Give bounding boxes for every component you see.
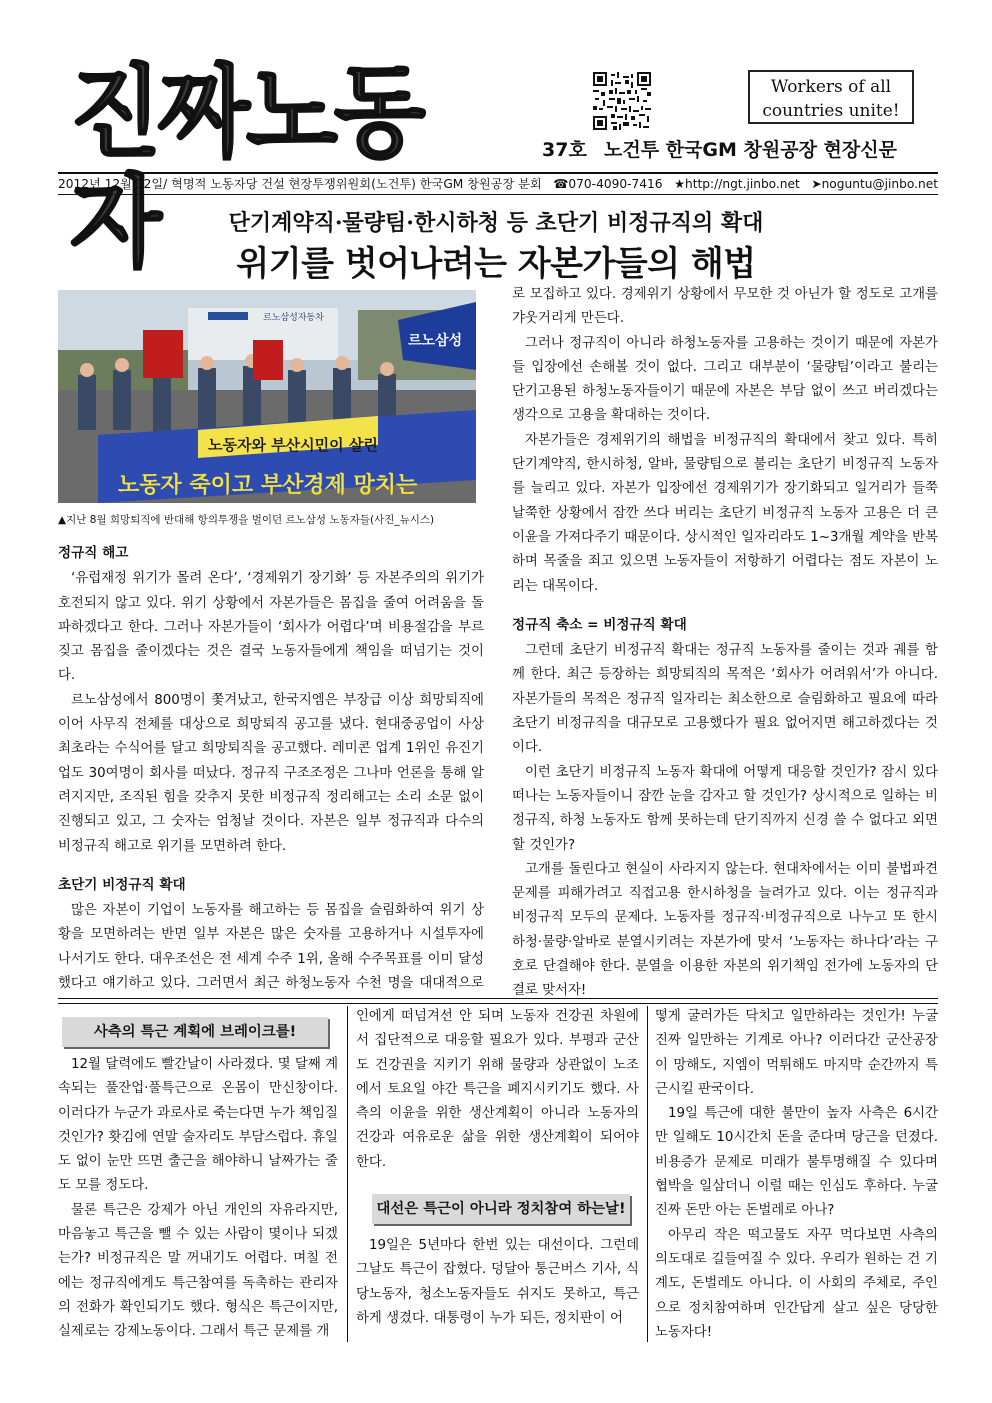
section-1-paragraph-1: ‘유럽재정 위기가 몰려 온다’, ‘경제위기 장기화’ 등 자본주의의 위기가 호전되지 않고 있다. 위기 상황에서 자본가들은 몸집을 줄여 어려움을 돌파하겠다고 한다. 그러나 자본가들이 ‘회사가 어렵다’며 비용절감을 부르짖고 몸집을 줄이겠다는 것은 결국 노동자들에게 책임을 떠넘기는 것이다. — [58, 571, 484, 684]
bottom-3-paragraph-1: 떻게 굴러가든 닥치고 일만하라는 것인가! 누굴 진짜 일만하는 기계로 아나? 이러다간 군산공장이 망해도, 지엠이 먹튀해도 마지막 순간까지 특근시킬 판국이다. — [655, 1009, 938, 1097]
article-column-1 — [58, 535, 484, 996]
article-headline: 위기를 벗어나려는 자본가들의 해법 — [236, 244, 756, 284]
box-title-election: 대선은 특근이 아니라 정치참여 하는날! — [372, 1194, 630, 1224]
slogan-box — [748, 70, 914, 124]
masthead-rule — [58, 172, 938, 174]
photo-banner-flag: 르노삼성 — [408, 333, 463, 349]
section-title-1: 정규직 해고 — [58, 545, 129, 561]
section-2-paragraph-2: 그러나 정규직이 아니라 하청노동자를 고용하는 것이기 때문에 자본가들 입장에선 손해볼 것이 없다. 그리고 대부분이 ‘물량팀’이라고 불리는 단기고용된 하청노동자들이기 때문에 자본은 부담 없이 쓰고 버리겠다는 생각으로 고용을 확대하는 것이다. — [512, 335, 938, 424]
section-title-2: 초단기 비정규직 확대 — [58, 876, 186, 893]
bottom-column-1 — [58, 1053, 338, 1345]
section-2-paragraph-3: 자본가들은 경제위기의 해법을 비정규직의 확대에서 찾고 있다. 특히 단기계약직, 한시하청, 알바, 물량팀으로 불리는 초단기 비정규직 노동자를 늘리고 있다. 자본가 입장에선 경제위기가 장기화되고 일거리가 들쭉날쭉한 상황에서 잠깐 쓰다 버리는 초단기 비정규직 노동자 고용은 더 큰 이윤을 가져다주기 때문이다. 상시적인 일자리라도 1~3개월 계약을 반복하며 목줄을 죄고 있으면 노동자들이 저항하기 어렵다는 점도 자본이 노리는 대목이다. — [512, 432, 938, 594]
info-web-link[interactable]: ★http://ngt.jinbo.net — [674, 177, 800, 191]
slogan-line-2: countries unite! — [762, 101, 900, 121]
photo-banner-company: 르노삼성자동차 — [263, 313, 324, 323]
article-subhead: 단기계약직·물량팀·한시하청 등 초단기 비정규직의 확대 — [228, 210, 764, 236]
issue-number: 37호 — [542, 139, 587, 161]
bottom-column-2b — [356, 1234, 639, 1331]
bottom-column-2 — [356, 1005, 639, 1175]
section-1-paragraph-2: 르노삼성에서 800명이 쫓겨났고, 한국지엠은 부장급 이상 희망퇴직에 이어 사무직 전체를 대상으로 희망퇴직 공고를 냈다. 현대중공업이 사상 최초라는 수식어를 달고 희망퇴직을 공고했다. 레미콘 업계 1위인 유진기업도 30여명이 회사를 떠났다. 정규직 구조조정은 그나마 언론을 통해 알려지지만, 조직된 힘을 갖추지 못한 비정규직 정리해고는 소리 소문 없이 진행되고 있고, 그 숫자는 엄청날 것이다. 자본은 일부 정규직과 다수의 비정규직 해고로 위기를 모면하려 한다. — [58, 692, 484, 854]
section-3-paragraph-2: 이런 초단기 비정규직 노동자 확대에 어떻게 대응할 것인가? 잠시 있다 떠나는 노동자들이니 잠깐 눈을 감자고 할 것인가? 상시적으로 일하는 비정규직, 하청 노동자도 함께 못하는데 단기직까지 신경 쓸 수 없다고 외면할 것인가? — [512, 764, 938, 853]
paper-name: 노건투 한국GM 창원공장 현장신문 — [604, 139, 897, 161]
column-divider-1 — [347, 1006, 348, 1342]
photo-banner-line1: 노동자와 부산시민이 살린 — [208, 436, 378, 454]
photo-banner-line2: 노동자 죽이고 부산경제 망치는 — [118, 473, 418, 498]
section-divider — [58, 998, 938, 1004]
protest-photo — [58, 290, 476, 503]
newspaper-title-text: 진짜노동자 — [70, 54, 422, 281]
bottom-column-3 — [655, 1005, 938, 1345]
bottom-2-paragraph-1: 인에게 떠넘겨선 안 되며 노동자 건강권 차원에서 집단적으로 대응할 필요가 있다. 부평과 군산도 건강권을 지키기 위해 물량과 상관없이 노조에서 토요일 야간 특근을 폐지시키기도 했다. 사측의 이윤을 위한 생산계획이 아니라 노동자의 건강과 여유로운 삶을 위한 생산계획이 되어야 한다. — [356, 1009, 639, 1170]
section-2-paragraph-1: 많은 자본이 기업이 노동자를 해고하는 등 몸집을 슬림화하여 위기 상황을 모면하려는 반면 일부 자본은 많은 숫자를 고용하거나 시설투자에 나서기도 한다. 대우조선은 전 세계 수주 1위, 올해 수주목표를 이미 달성했다고 얘기하고 있다. 그러면서 최근 하청노동자 수천 명을 대대적으로 — [58, 903, 484, 992]
info-date-org: 2012년 12월 12일/ 혁명적 노동자당 건설 현장투쟁위원회(노건투) 한국GM 창원공장 분회 — [58, 177, 542, 191]
slogan-line-1: Workers of all — [770, 77, 892, 97]
bottom-2-paragraph-2: 19일은 5년마다 한번 있는 대선이다. 그런데 그날도 특근이 잡혔다. 덩달아 통근버스 기사, 식당노동자, 청소노동자들도 쉬지도 못하고, 특근하게 생겼다. 대통령이 누가 되든, 정치판이 어 — [356, 1238, 639, 1326]
column-divider-2 — [647, 1006, 648, 1342]
section-2-paragraph-1-cont: 로 모집하고 있다. 경제위기 상황에서 무모한 것 아닌가 할 정도로 고개를 갸웃거리게 만든다. — [512, 287, 938, 327]
bottom-3-paragraph-3: 아무리 작은 떡고물도 자꾸 먹다보면 사측의 의도대로 길들여질 수 있다. 우리가 원하는 건 기계도, 돈벌레도 아니다. 이 사회의 주체로, 주인으로 정치참여하며 인간답게 살고 싶은 당당한 노동자다! — [655, 1227, 938, 1340]
section-3-paragraph-3: 고개를 돌린다고 현실이 사라지지 않는다. 현대차에서는 이미 불법파견 문제를 피해가려고 직접고용 한시하청을 늘려가고 있다. 이는 정규직과 비정규직 모두의 문제다. 노동자를 정규직·비정규직으로 나누고 또 한시하청·물량·알바로 분열시키려는 자본가에 맞서 ‘노동자는 하나다’라는 구호로 단결해야 한다. 분열을 이용한 자본의 위기책임 전가에 노동자의 단결로 맞서자! — [512, 861, 938, 999]
info-email-link[interactable]: ➤noguntu@jinbo.net — [811, 177, 938, 191]
info-bar-rule — [58, 194, 938, 195]
qr-code-icon — [593, 72, 651, 130]
photo-caption: ▲지난 8월 희망퇴직에 반대해 항의투쟁을 벌이던 르노삼성 노동자들(사진_뉴시스) — [58, 514, 435, 526]
section-title-3: 정규직 축소 = 비정규직 확대 — [512, 616, 687, 633]
bottom-1-paragraph-2: 물론 특근은 강제가 아닌 개인의 자유라지만, 마음놓고 특근을 뺄 수 있는 사람이 몇이나 되겠는가? 비정규직은 말 꺼내기도 어렵다. 며칠 전에는 정규직에게도 특근참여를 독촉하는 관리자의 전화가 확인되기도 했다. 형식은 특근이지만, 실제로는 강제노동이다. 그래서 특근 문제를 개 — [58, 1202, 338, 1340]
bottom-1-paragraph-1: 12월 달력에도 빨간날이 사라졌다. 몇 달째 계속되는 풀잔업·풀특근으로 온몸이 만신창이다. 이러다가 누군가 과로사로 죽는다면 누가 책임질 것인가? 홧김에 연말 술자리도 부담스럽다. 휴일도 없이 눈만 뜨면 출근을 해야하니 날짜가는 줄도 모를 정도다. — [58, 1057, 338, 1194]
info-phone: ☎070-4090-7416 — [553, 177, 663, 191]
bottom-3-paragraph-2: 19일 특근에 대한 불만이 높자 사측은 6시간만 일해도 10시간치 돈을 준다며 당근을 던졌다. 비용증가 문제로 미래가 불투명해질 수 있다며 협박을 일삼더니 이럴 때는 인심도 후하다. 누굴 진짜 돈만 아는 돈벌레로 아나? — [655, 1106, 938, 1219]
info-bar — [58, 176, 938, 192]
box-title-overtime: 사측의 특근 계획에 브레이크를! — [62, 1017, 328, 1047]
section-3-paragraph-1: 그런데 초단기 비정규직 확대는 정규직 노동자를 줄이는 것과 궤를 함께 한다. 최근 등장하는 희망퇴직의 목적은 ‘회사가 어려워서’가 아니다. 자본가들의 목적은 정규직 일자리는 최소한으로 슬림화하고 필요에 따라 초단기 비정규직을 대규모로 고용했다가 필요 없어지면 해고하겠다는 것이다. — [512, 643, 938, 756]
article-column-2 — [512, 283, 938, 1004]
